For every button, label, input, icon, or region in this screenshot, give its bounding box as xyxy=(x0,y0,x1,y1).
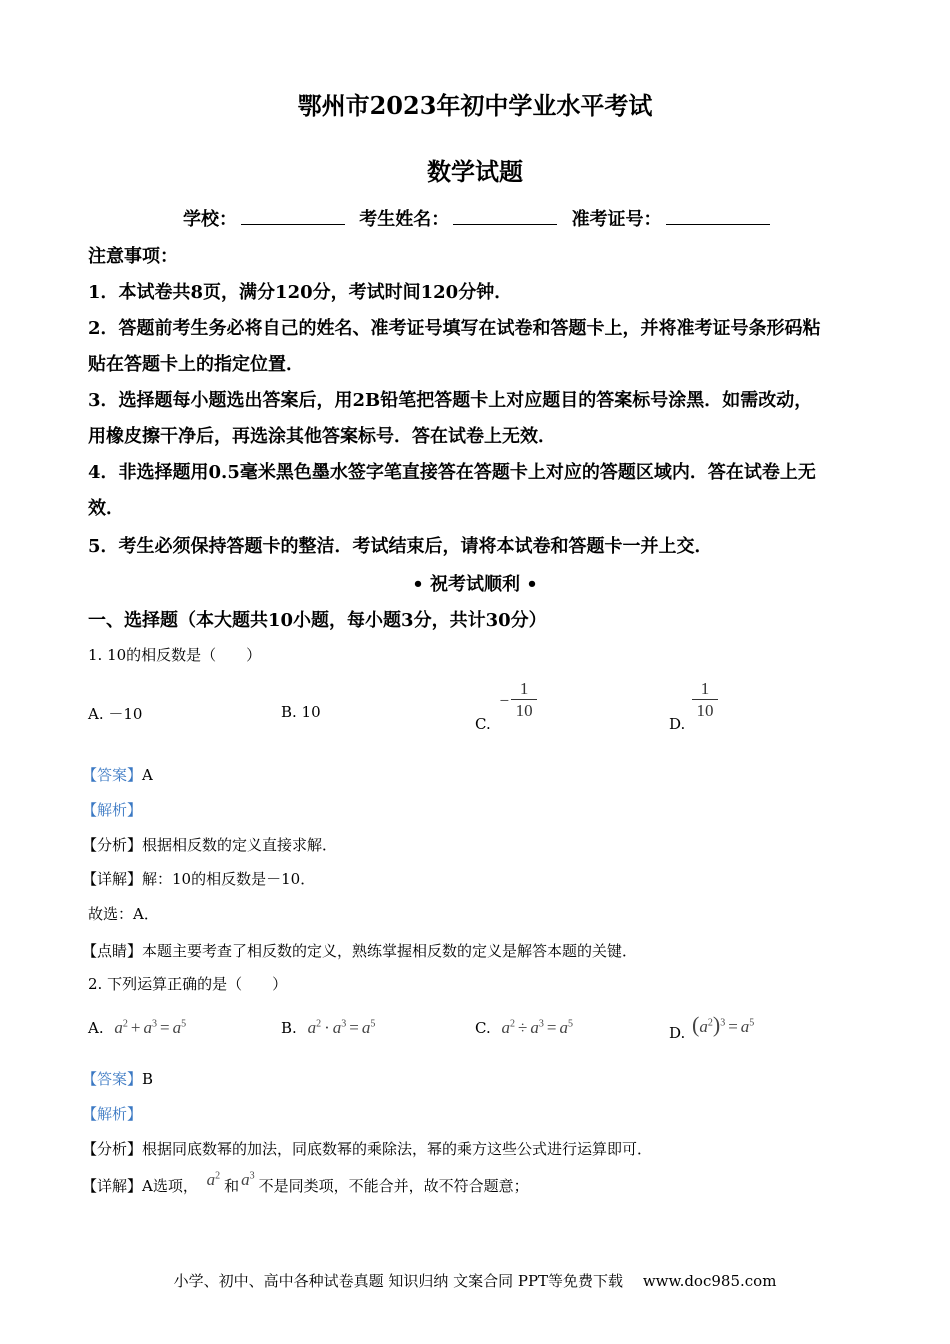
xiangjie-tag: 【详解】 xyxy=(82,1177,143,1195)
fraction-denominator: 10 xyxy=(696,701,714,720)
option-label: A. xyxy=(88,1019,104,1037)
q1-analysis-tag: 【解析】 xyxy=(82,801,143,819)
notice-line-1: 1．本试卷共8页，满分120分，考试时间120分钟． xyxy=(88,282,513,303)
notice-heading: 注意事项： xyxy=(88,246,178,267)
option-label: B. xyxy=(281,1019,297,1037)
option-label: D. xyxy=(669,1024,686,1042)
exam-subtitle: 数学试题 xyxy=(427,157,523,186)
exam-number-label: 准考证号： xyxy=(571,209,662,230)
xiangjie-option-a: A选项， xyxy=(142,1177,198,1195)
fenxi-text: 根据同底数幂的加法，同底数幂的乘除法，幂的乘方这些公式进行运算即可． xyxy=(142,1140,653,1158)
answer-tag: 【答案】 xyxy=(82,1070,143,1088)
notice-line-2: 2．答题前考生务必将自己的姓名、准考证号填写在试卷和答题卡上，并将准考证号条形码粘 xyxy=(88,318,821,339)
q2-option-a-formula: $a^2 + a^3 = a^5$ xyxy=(114,1018,187,1037)
school-label: 学校： xyxy=(183,209,237,230)
xiangjie-text: 解：10的相反数是－10． xyxy=(142,870,316,888)
q1-xiangjie xyxy=(82,868,315,889)
notice-line-4b: 效． xyxy=(88,498,124,519)
q1-guxuan: 故选：A． xyxy=(88,905,159,923)
fenxi-tag: 【分析】 xyxy=(82,1140,143,1158)
fraction-denominator: 10 xyxy=(515,701,533,720)
q1-option-c-label: C. xyxy=(475,714,491,733)
exam-number-blank xyxy=(666,208,770,225)
notice-line-5: 5．考生必须保持答题卡的整洁．考试结束后，请将本试卷和答题卡一并上交． xyxy=(88,536,713,557)
dianjing-tag: 【点睛】 xyxy=(82,942,143,960)
q1-option-d xyxy=(669,679,718,733)
q1-option-d-fraction xyxy=(692,679,718,722)
q2-option-d-formula: $(a^2)^3 = a^5$ xyxy=(692,1012,755,1037)
answer-value: A xyxy=(142,766,153,784)
name-label: 考生姓名： xyxy=(359,209,450,230)
q1-option-a: A. －10 xyxy=(88,705,143,723)
q2-fenxi xyxy=(82,1138,652,1159)
notice-line-4: 4．非选择题用0.5毫米黑色墨水签字笔直接答在答题卡上对应的答题区域内．答在试卷上无 xyxy=(88,462,816,483)
minus-sign: − xyxy=(499,690,510,710)
notice-line-3: 3．选择题每小题选出答案后，用2B铅笔把答题卡上对应题目的答案标号涂黑．如需改动， xyxy=(88,390,813,411)
xiangjie-tag: 【详解】 xyxy=(82,870,143,888)
q1-option-d-label: D. xyxy=(669,714,686,733)
dianjing-text: 本题主要考查了相反数的定义，熟练掌握相反数的定义是解答本题的关键． xyxy=(142,942,638,960)
fraction-numerator: 1 xyxy=(519,679,529,698)
section-heading: 一、选择题（本大题共10小题，每小题3分，共计30分） xyxy=(88,610,547,631)
notice-line-3b: 用橡皮擦干净后，再选涂其他答案标号．答在试卷上无效． xyxy=(88,426,556,447)
q2-stem: 2. 下列运算正确的是（ ） xyxy=(88,975,288,993)
notice-line-2b: 贴在答题卡上的指定位置． xyxy=(88,354,304,375)
term-a-cubed: $a^3$ xyxy=(241,1170,255,1189)
q1-stem: 1. 10的相反数是（ ） xyxy=(88,646,262,664)
xiangjie-rest: 不是同类项，不能合并，故不符合题意； xyxy=(258,1177,529,1195)
q2-option-c xyxy=(475,1018,573,1038)
q2-analysis-tag: 【解析】 xyxy=(82,1105,143,1123)
blessing: • 祝考试顺利 • xyxy=(412,574,538,595)
q1-answer xyxy=(82,764,153,785)
q1-fenxi xyxy=(82,834,337,855)
q2-option-a xyxy=(88,1018,186,1038)
xiangjie-and: 和 xyxy=(224,1177,240,1195)
fenxi-text: 根据相反数的定义直接求解． xyxy=(142,836,338,854)
fenxi-tag: 【分析】 xyxy=(82,836,143,854)
q2-option-c-formula: $a^2 \div a^3 = a^5$ xyxy=(501,1018,573,1037)
fraction-numerator: 1 xyxy=(700,679,710,698)
candidate-info-row xyxy=(183,205,778,231)
option-label: C. xyxy=(475,1019,491,1037)
answer-tag: 【答案】 xyxy=(82,766,143,784)
answer-value: B xyxy=(142,1070,154,1088)
q2-xiangjie xyxy=(82,1170,529,1196)
q1-option-c-fraction xyxy=(500,679,538,722)
q1-dianjing xyxy=(82,940,637,961)
q1-option-b: B. 10 xyxy=(281,703,321,721)
q2-option-d xyxy=(669,1012,755,1042)
q2-option-b-formula: $a^2 \cdot a^3 = a^5$ xyxy=(307,1018,376,1037)
exam-title: 鄂州市2023年初中学业水平考试 xyxy=(297,91,653,120)
school-blank xyxy=(241,208,345,225)
q2-option-b xyxy=(281,1018,375,1038)
q2-answer xyxy=(82,1068,153,1089)
name-blank xyxy=(453,208,557,225)
term-a-squared: $a^2$ xyxy=(206,1170,221,1189)
q1-option-c xyxy=(475,679,537,733)
page-footer: 小学、初中、高中各种试卷真题 知识归纳 文案合同 PPT等免费下载 www.doc985.com xyxy=(173,1272,777,1290)
